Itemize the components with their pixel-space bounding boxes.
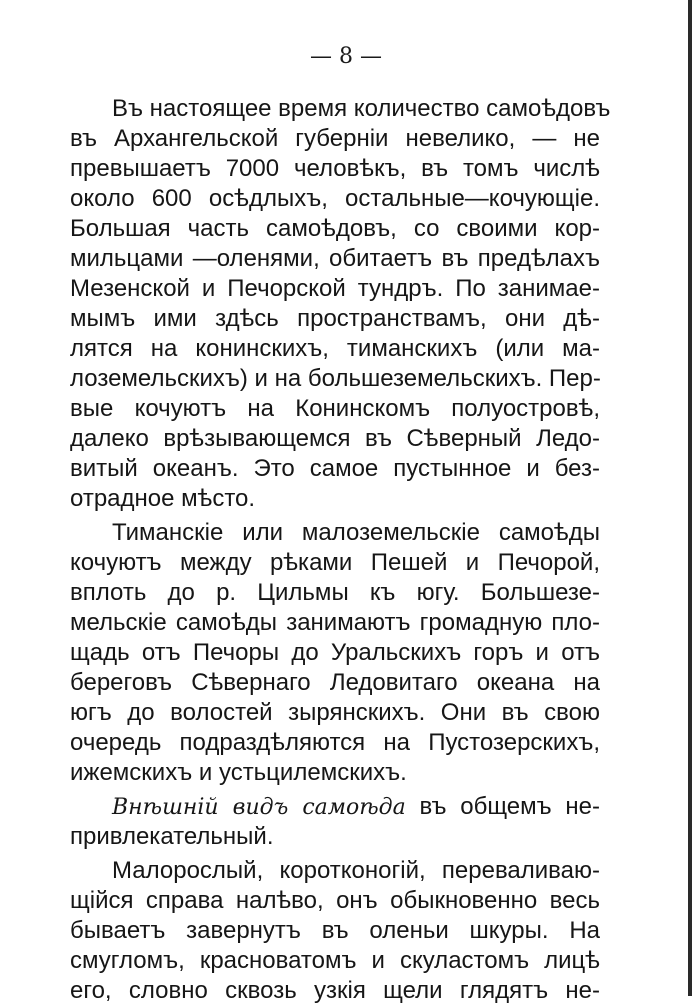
text-line: далеко врѣзывающемся въ Сѣверный Ледо- (70, 425, 600, 452)
text-line: Малорослый, коротконогій, переваливаю- (112, 857, 600, 884)
emphasis-phrase: Внѣшній видъ самоѣда (112, 795, 406, 820)
text-line: Въ настоящее время количество самоѣдовъ (112, 95, 611, 122)
text-line: смугломъ, красноватомъ и скуластомъ лицѣ (70, 947, 600, 974)
text-line: ижемскихъ и устьцилемскихъ. (70, 759, 407, 786)
text-line: лоземельскихъ) и на большеземельскихъ. Пер- (70, 365, 601, 392)
text-line: лятся на конинскихъ, тиманскихъ (или ма- (70, 335, 600, 362)
text-line: вплоть до р. Цильмы къ югу. Большезе- (70, 579, 600, 606)
text-line: превышаетъ 7000 человѣкъ, въ томъ числѣ (70, 155, 600, 182)
text-line: мельскіе самоѣды занимаютъ громадную пло- (70, 609, 600, 636)
text-line: въ Архангельской губерніи невелико, — не (70, 125, 600, 152)
text-line: бываетъ завернутъ въ оленьи шкуры. На (70, 917, 600, 944)
text-line: отрадное мѣсто. (70, 485, 256, 512)
text-line: мымъ ими здѣсь пространствамъ, они дѣ- (70, 305, 600, 332)
page-edge-shadow (688, 0, 692, 996)
text-line: Тиманскіе или малоземельскіе самоѣды (112, 519, 600, 546)
text-line: кочуютъ между рѣками Пешей и Печорой, (70, 549, 600, 576)
text-line: щійся справа налѣво, онъ обыкновенно весь (70, 887, 600, 914)
text-line: береговъ Сѣвернаго Ледовитаго океана на (70, 669, 600, 696)
text-fragment: въ общемъ не- (419, 793, 600, 820)
text-line: Большая часть самоѣдовъ, со своими кор- (70, 215, 600, 242)
text-line: щадь отъ Печоры до Уральскихъ горъ и отъ (70, 639, 600, 666)
text-line: югъ до волостей зырянскихъ. Они въ свою (70, 699, 600, 726)
text-line-emphasis (112, 792, 600, 822)
text-line: около 600 осѣдлыхъ, остальные—кочующіе. (70, 185, 600, 212)
text-line: очередь подраздѣляются на Пустозерскихъ, (70, 729, 600, 756)
text-line: привлекательный. (70, 823, 274, 850)
page-number: — 8 — (310, 44, 382, 69)
text-line: Мезенской и Печорской тундръ. По занимае- (70, 275, 600, 302)
text-line: мильцами —оленями, обитаетъ въ предѣлахъ (70, 245, 600, 272)
text-line: вые кочуютъ на Конинскомъ полуостровѣ, (70, 395, 600, 422)
text-line: витый океанъ. Это самое пустынное и без- (70, 455, 600, 482)
text-line: его, словно сквозь узкія щели глядятъ не- (70, 977, 600, 1004)
